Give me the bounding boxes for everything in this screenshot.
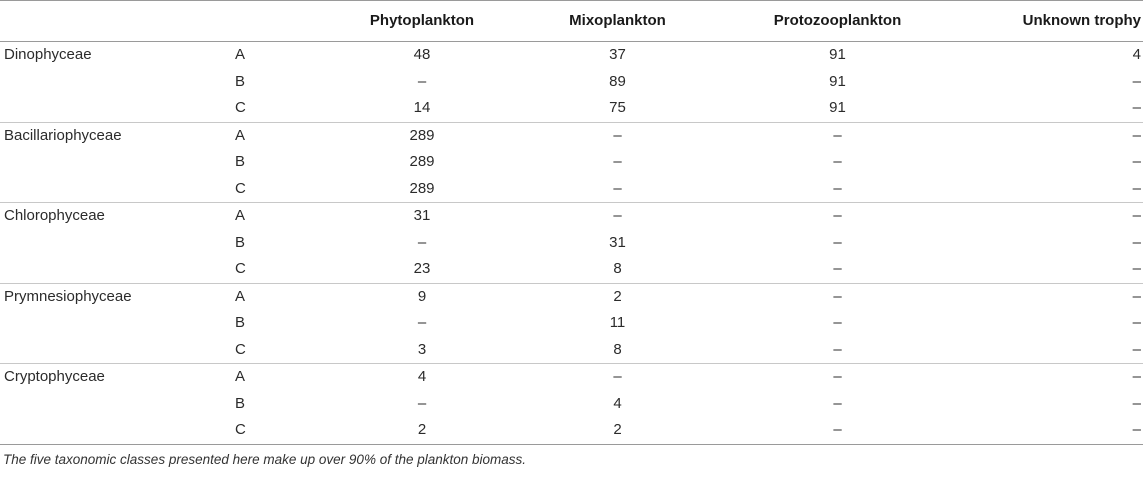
cell-phytoplankton: 48 <box>413 46 431 63</box>
cell-phytoplankton: 289 <box>409 179 435 197</box>
cell-mixoplankton: 2 <box>516 417 719 444</box>
cell-unknown-trophy: – <box>1132 314 1141 331</box>
cell-variant: C <box>235 99 246 116</box>
cell-taxonomic-class <box>0 256 228 283</box>
cell-mixoplankton: 89 <box>609 72 626 90</box>
cell-phytoplankton: – <box>417 314 427 331</box>
cell-taxonomic-class <box>0 417 228 444</box>
cell-phytoplankton: 289 <box>328 122 516 149</box>
cell-unknown-trophy: – <box>1132 260 1141 277</box>
cell-taxonomic-class: Bacillariophyceae <box>0 122 228 149</box>
cell-phytoplankton: 3 <box>417 340 427 358</box>
cell-mixoplankton: – <box>613 179 622 197</box>
cell-taxonomic-class <box>0 149 228 176</box>
cell-variant: C <box>235 340 246 358</box>
cell-unknown-trophy: – <box>1132 179 1141 197</box>
cell-taxonomic-class: Chlorophyceae <box>0 203 228 230</box>
table-row <box>0 417 1143 444</box>
cell-variant: C <box>235 260 246 277</box>
cell-protozooplankton: – <box>833 340 842 358</box>
cell-protozooplankton: – <box>719 417 956 444</box>
header-mixoplankton: Mixoplankton <box>516 1 719 42</box>
table-body <box>0 42 1143 445</box>
cell-variant: A <box>228 203 328 230</box>
cell-phytoplankton: – <box>417 72 427 90</box>
header-unknown-trophy: Unknown trophy <box>956 1 1143 42</box>
cell-phytoplankton: 289 <box>409 153 435 170</box>
cell-mixoplankton: 75 <box>609 99 626 116</box>
cell-unknown-trophy: – <box>1132 340 1141 358</box>
table-footnote: The five taxonomic classes presented here make up over 90% of the plankton biomass. <box>3 451 527 467</box>
cell-variant: A <box>235 46 246 63</box>
cell-protozooplankton: – <box>833 314 842 331</box>
cell-taxonomic-class <box>0 230 228 257</box>
cell-unknown-trophy: – <box>1132 153 1141 170</box>
table-row <box>0 149 1143 176</box>
cell-taxonomic-class <box>0 95 228 122</box>
cell-unknown-trophy: – <box>956 203 1143 230</box>
table-row <box>0 310 1143 337</box>
cell-protozooplankton: – <box>833 153 842 170</box>
cell-mixoplankton: – <box>516 364 719 391</box>
header-class <box>0 1 228 42</box>
cell-mixoplankton: 8 <box>613 260 622 277</box>
table-row <box>0 176 1143 203</box>
cell-phytoplankton: 2 <box>328 417 516 444</box>
cell-mixoplankton: 4 <box>613 394 622 412</box>
table-row <box>0 95 1143 122</box>
table-row <box>0 230 1143 257</box>
cell-phytoplankton: 31 <box>328 203 516 230</box>
header-protozooplankton: Protozooplankton <box>719 1 956 42</box>
cell-variant: A <box>228 364 328 391</box>
cell-mixoplankton: 11 <box>609 314 626 331</box>
header-variant <box>228 1 328 42</box>
cell-mixoplankton: 31 <box>609 233 626 251</box>
cell-protozooplankton: – <box>719 203 956 230</box>
cell-phytoplankton: 4 <box>328 364 516 391</box>
cell-protozooplankton: – <box>833 394 842 412</box>
cell-unknown-trophy: – <box>956 364 1143 391</box>
table-row <box>0 42 1143 69</box>
cell-variant: C <box>228 417 328 444</box>
cell-variant: A <box>228 283 328 310</box>
table-row <box>0 256 1143 283</box>
cell-protozooplankton: – <box>833 233 842 251</box>
cell-unknown-trophy: – <box>1132 233 1141 251</box>
cell-taxonomic-class: Cryptophyceae <box>0 364 228 391</box>
cell-unknown-trophy: – <box>956 417 1143 444</box>
cell-mixoplankton: 37 <box>609 46 626 63</box>
table-row <box>0 122 1143 149</box>
cell-mixoplankton: – <box>613 153 622 170</box>
cell-unknown-trophy: – <box>1132 72 1141 90</box>
cell-phytoplankton: 23 <box>413 260 431 277</box>
cell-unknown-trophy: – <box>956 122 1143 149</box>
cell-variant: B <box>235 72 246 90</box>
cell-taxonomic-class <box>0 176 228 203</box>
cell-variant: A <box>228 122 328 149</box>
cell-taxonomic-class <box>0 69 228 96</box>
cell-variant: B <box>235 394 246 412</box>
cell-mixoplankton: 2 <box>516 283 719 310</box>
cell-variant: C <box>235 179 246 197</box>
cell-protozooplankton: – <box>719 283 956 310</box>
cell-taxonomic-class: Dinophyceae <box>4 46 92 63</box>
cell-taxonomic-class <box>0 337 228 364</box>
header-phytoplankton: Phytoplankton <box>328 1 516 42</box>
cell-unknown-trophy: – <box>956 283 1143 310</box>
table-row <box>0 283 1143 310</box>
cell-unknown-trophy: 4 <box>1132 46 1141 63</box>
cell-phytoplankton: 14 <box>413 99 431 116</box>
cell-taxonomic-class: Prymnesiophyceae <box>0 283 228 310</box>
cell-phytoplankton: – <box>417 233 427 251</box>
cell-protozooplankton: – <box>719 364 956 391</box>
cell-phytoplankton: 9 <box>328 283 516 310</box>
cell-protozooplankton: 91 <box>829 99 846 116</box>
table-row <box>0 203 1143 230</box>
table-row <box>0 69 1143 96</box>
cell-protozooplankton: – <box>833 260 842 277</box>
cell-unknown-trophy: – <box>1132 394 1141 412</box>
cell-mixoplankton: 8 <box>613 340 622 358</box>
table-header <box>0 1 1143 42</box>
cell-variant: B <box>235 153 246 170</box>
cell-protozooplankton: – <box>719 122 956 149</box>
cell-protozooplankton: – <box>833 179 842 197</box>
table-row <box>0 391 1143 418</box>
cell-taxonomic-class <box>0 310 228 337</box>
table-row <box>0 364 1143 391</box>
cell-protozooplankton: 91 <box>829 46 846 63</box>
cell-protozooplankton: 91 <box>829 72 846 90</box>
cell-taxonomic-class <box>0 391 228 418</box>
cell-variant: B <box>235 233 246 251</box>
cell-variant: B <box>235 314 246 331</box>
cell-mixoplankton: – <box>516 122 719 149</box>
table-row <box>0 337 1143 364</box>
header-row <box>0 1 1143 42</box>
cell-phytoplankton: – <box>417 394 427 412</box>
cell-mixoplankton: – <box>516 203 719 230</box>
cell-unknown-trophy: – <box>1132 99 1141 116</box>
